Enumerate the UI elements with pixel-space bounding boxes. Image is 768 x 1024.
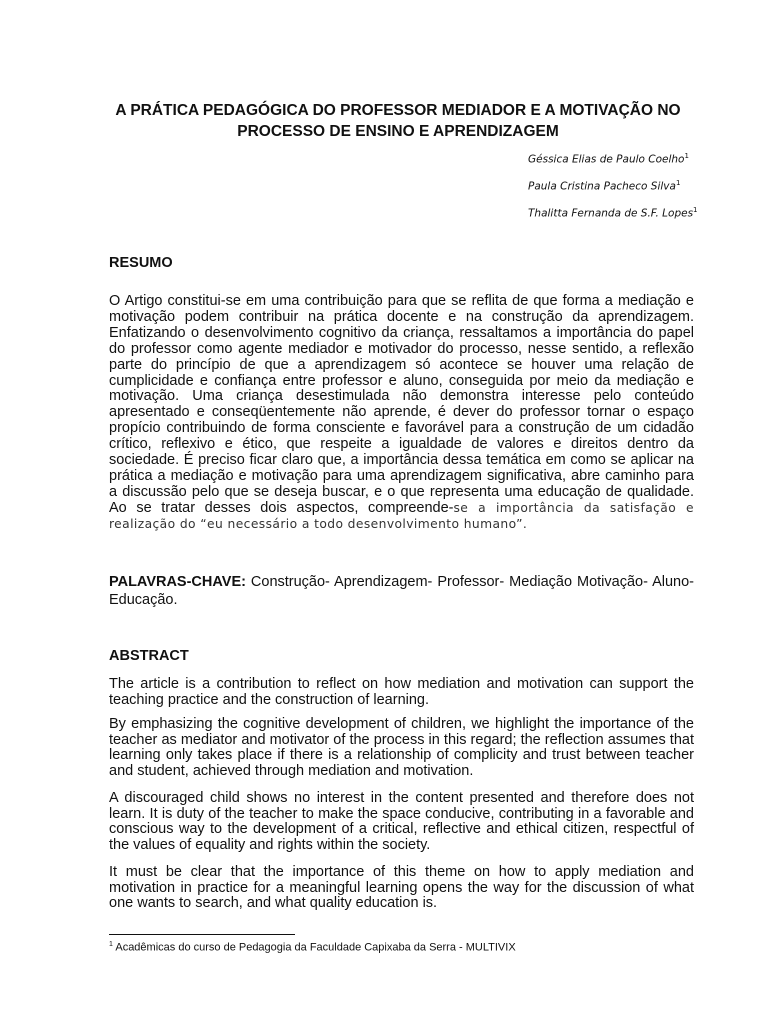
keywords	[109, 573, 694, 609]
author-name: Thalitta Fernanda de S.F. Lopes	[528, 207, 694, 220]
author-list	[528, 150, 763, 231]
resumo-body	[109, 294, 694, 533]
keywords-text: Construção- Aprendizagem- Professor- Mediação Motivação- Aluno- Educação.	[109, 574, 694, 608]
footnote-text: Acadêmicas do curso de Pedagogia da Faculdade Capixaba da Serra - MULTIVIX	[112, 941, 516, 954]
author-2	[528, 177, 763, 204]
resumo-text-tail: se a importância da satisfação e realização do “eu necessário a todo desenvolvimento humano”.	[109, 500, 694, 531]
abstract-paragraph-1: The article is a contribution to reflect on how mediation and motivation can support the teaching practice and the construction of learning.	[109, 676, 694, 708]
resumo-text: O Artigo constitui-se em uma contribuição para que se reflita de que forma a mediação e motivação podem contribuir na prática docente e na construção da aprendizagem. Enfatizando o desenvolvimento cognitivo da criança, ressaltamos a importância do papel do professor como agente mediador e motivador do processo, nesse sentido, a reflexão parte do princípio de que a aprendizagem só acontece se houver uma relação de cumplicidade e confiança entre professor e aluno, conseguida por meio da mediação e motivação. Uma criança desestimulada não demonstra interesse pelo conteúdo apresentado e conseqüentemente não aprende, é dever do professor tornar o espaço propício contribuindo de forma consciente e favorável para a construção de um cidadão crítico, reflexivo e ético, que respeite a igualdade de valores e direitos dentro da sociedade. É preciso ficar claro que, a importância dessa temática em como se aplicar na prática a mediação e motivação para uma aprendizagem significativa, abre caminho para a discussão pelo que se deseja buscar, e o que representa uma educação de qualidade. Ao se tratar desses dois aspectos, compreende-	[109, 293, 694, 516]
abstract-heading: ABSTRACT	[109, 648, 189, 664]
footnote-marker: 1	[675, 179, 681, 187]
author-3	[528, 204, 763, 231]
resumo-heading: RESUMO	[109, 255, 173, 271]
abstract-paragraph-4: It must be clear that the importance of this theme on how to apply mediation and motivation in practice for a meaningful learning opens the way for the discussion of what one wants to search, and what quality education is.	[109, 864, 694, 911]
author-1	[528, 150, 763, 177]
abstract-paragraph-3: A discouraged child shows no interest in the content presented and therefore does not learn. It is duty of the teacher to make the space conducive, contributing in a favorable and conscious way to the development of a critical, reflective and ethical citizen, respectful of the values of equality and rights within the society.	[109, 790, 694, 853]
keywords-label: PALAVRAS-CHAVE:	[109, 574, 246, 590]
footnote-marker: 1	[684, 152, 689, 160]
footnote-marker: 1	[109, 941, 113, 948]
author-name: Paula Cristina Pacheco Silva	[528, 180, 676, 193]
article-title: A PRÁTICA PEDAGÓGICA DO PROFESSOR MEDIADOR E A MOTIVAÇÃO NO PROCESSO DE ENSINO E APRENDIZAGEM	[115, 102, 681, 140]
footnote	[109, 941, 516, 954]
footnote-divider	[109, 934, 295, 935]
footnote-marker: 1	[693, 206, 698, 214]
author-name: Géssica Elias de Paulo Coelho	[528, 153, 685, 166]
abstract-paragraph-2: By emphasizing the cognitive development of children, we highlight the importance of the teacher as mediator and motivator of the process in this regard; the reflection assumes that learning only takes place if there is a relationship of complicity and trust between teacher and student, achieved through mediation and motivation.	[109, 716, 694, 779]
